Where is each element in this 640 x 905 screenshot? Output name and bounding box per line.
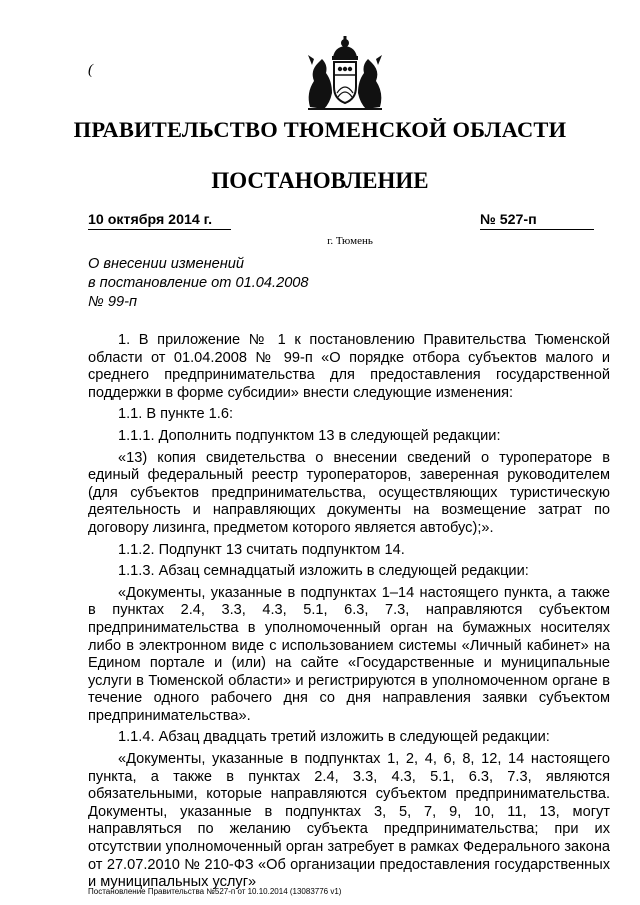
body-paragraph: «13) копия свидетельства о внесении сведений о туроператоре в единый федеральный реестр туроператоров, заверенная руководителем (для субъектов предпринимательства, осуществляющих туристическую деятельность и направляющих документы на возмещение затрат по договору лизинга, предметом которого является автобус);».: [88, 449, 610, 536]
body-paragraph: «Документы, указанные в подпунктах 1, 2, 4, 6, 8, 12, 14 настоящего пункта, а также в пунктах 2.4, 3.3, 4.3, 5.1, 6.3, 7.3, являются обязательными, которые направляются субъектом предпринимательства. Документы, указанные в подпунктах 3, 5, 7, 9, 10, 11, 13, могут направляться по желанию субъекта предпринимательства; при их отсутствии уполномоченный орган затребует в рамках Федерального закона от 27.07.2010 № 210-ФЗ «Об организации предоставления государственных и муниципальных услуг»: [88, 751, 610, 891]
body-paragraph: «Документы, указанные в подпунктах 1–14 настоящего пункта, а также в пунктах 2.4, 3.3, 4.3, 5.1, 6.3, 7.3, направляются субъектом предпринимательства в уполномоченный орган на бумажных носителях либо в электронном виде с использованием системы «Личный кабинет» на Едином портале и (или) на сайте «Государственные и муниципальные услуги в Тюменской области» и регистрируются в уполномоченном органе в течение одного рабочего дня со дня направления заявки субъектом предпринимательства».: [88, 584, 610, 724]
body-paragraph: 1.1.1. Дополнить подпунктом 13 в следующей редакции:: [118, 427, 501, 444]
body-paragraph: 1.1.2. Подпункт 13 считать подпунктом 14.: [118, 541, 405, 558]
stray-handwritten-mark: (: [88, 62, 93, 78]
subject-line: О внесении изменений: [88, 256, 245, 272]
resolution-date: 10 октября 2014 г.: [88, 212, 231, 230]
subject-line: в постановление от 01.04.2008: [88, 275, 309, 291]
footer-reference: Постановление Правительства №527-п от 10.10.2014 (13083776 v1): [88, 887, 342, 896]
body-paragraph: 1.1. В пункте 1.6:: [118, 406, 234, 423]
body-paragraph: 1. В приложение № 1 к постановлению Правительства Тюменской области от 01.04.2008 № 99-п «О порядке отбора субъектов малого и среднего предпринимательства для предоставления государственной поддержки в форме субсидии» внести следующие изменения:: [88, 332, 610, 401]
coat-of-arms-icon: [300, 35, 390, 113]
resolution-number: № 527-п: [480, 212, 594, 230]
body-paragraph: 1.1.4. Абзац двадцать третий изложить в следующей редакции:: [118, 729, 550, 746]
subject-line: № 99-п: [88, 294, 137, 310]
government-title: ПРАВИТЕЛЬСТВО ТЮМЕНСКОЙ ОБЛАСТИ: [73, 117, 567, 142]
body-paragraph: 1.1.3. Абзац семнадцатый изложить в следующей редакции:: [118, 563, 529, 580]
document-body: [88, 332, 610, 896]
subject-block: [88, 255, 309, 312]
document-type-heading: ПОСТАНОВЛЕНИЕ: [211, 168, 429, 193]
city-label: г. Тюмень: [327, 235, 373, 247]
